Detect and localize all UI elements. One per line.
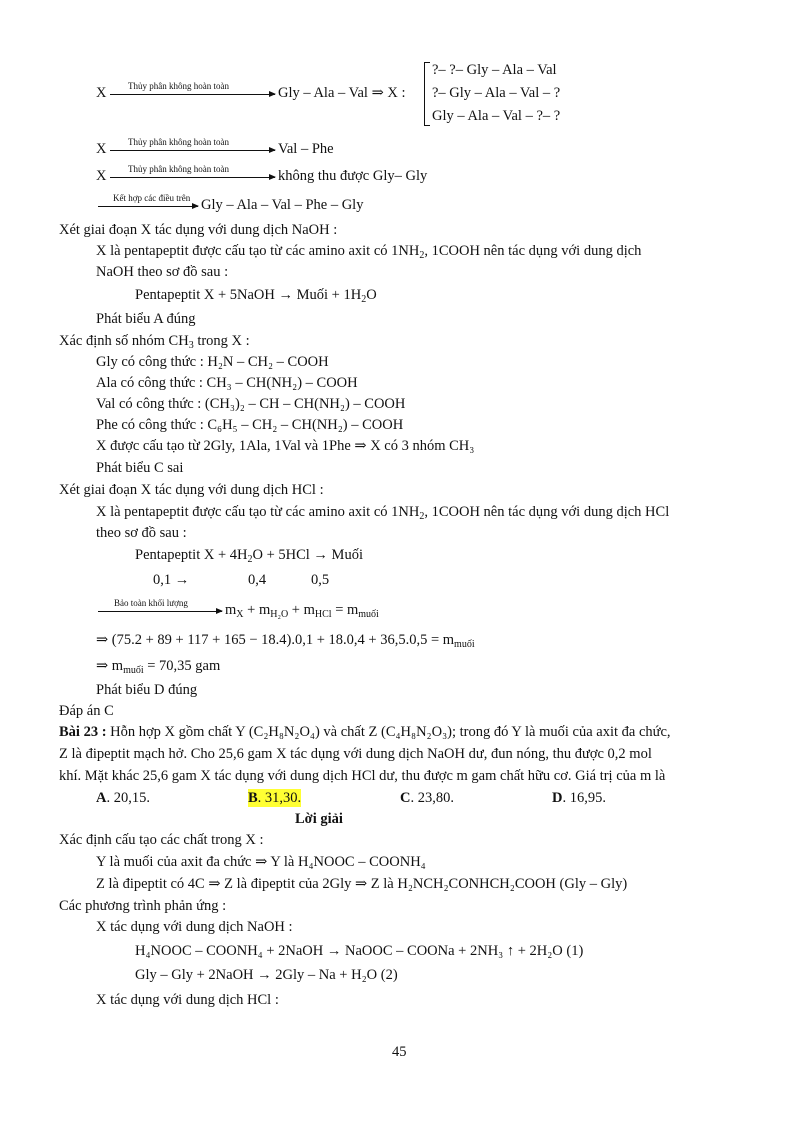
scheme-r1-label: Thủy phân không hoàn toàn (128, 81, 229, 91)
scheme-r3-product: không thu được Gly– Gly (278, 168, 428, 184)
mass-final (96, 657, 220, 675)
naoh-line-1a: X là pentapeptit được cấu tạo từ các amino axit có 1NH (96, 243, 420, 259)
solution-line-1: Xác định cấu tạo các chất trong X : (59, 832, 264, 848)
option-a-letter: A (96, 790, 107, 806)
equation-2: Gly – Gly + 2NaOH → 2Gly – Na + H₂O (2) (135, 967, 398, 983)
mass-final-a: ⇒ m (96, 658, 124, 674)
mass-calculation (96, 631, 475, 649)
solution-line-5: X tác dụng với dung dịch NaOH : (96, 919, 293, 935)
bai23-title: Bài 23 : (59, 724, 107, 740)
bai23-text-1: Hỗn hợp X gồm chất Y (C₂H₈N₂O₄) và chất Z (C₄H₈N₂O₃); trong đó Y là muối của axit đa chức, (106, 724, 671, 740)
hcl-line-1a: X là pentapeptit được cấu tạo từ các amino axit có 1NH (96, 504, 420, 520)
hcl-heading: Xét giai đoạn X tác dụng với dung dịch HCl : (59, 482, 324, 498)
hcl-eq-b: O + 5HCl → Muối (252, 547, 363, 563)
option-c-text: . 23,80. (410, 790, 454, 806)
mass-final-sub: muối (123, 665, 144, 676)
bai23-line-1 (59, 723, 671, 741)
mass-plus-2: + m (288, 602, 315, 618)
solution-heading-text: Lời giải (295, 811, 343, 827)
solution-line-4: Các phương trình phản ứng : (59, 898, 227, 914)
bai23-line-2: Z là đipeptit mạch hở. Cho 25,6 gam X tác dụng với dung dịch NaOH dư, đun nóng, thu được 0,2 mol (59, 746, 652, 762)
scheme-r2-x: X (96, 141, 107, 157)
scheme-r3-arrow (110, 177, 275, 178)
mass-conservation-label: Bảo toàn khối lượng (114, 598, 188, 608)
mass-plus-1: + m (243, 602, 271, 618)
scheme-r2-arrow (110, 150, 275, 151)
hcl-equation: Pentapeptit $X + 4H_2O + 5HCl$ → Muối (135, 547, 363, 565)
answer: Đáp án C (59, 703, 114, 719)
scheme-r4-label: Kết hợp các điều trên (113, 193, 191, 203)
scheme-r4-product: Gly – Ala – Val – Phe – Gly (201, 197, 364, 213)
ch3-heading: Xác định số nhóm $CH_3$ trong X : (59, 333, 250, 351)
option-c (400, 789, 454, 807)
hcl-mol-3: 0,5 (311, 572, 330, 588)
scheme-r1-bracket (424, 62, 430, 126)
page-number: 45 (392, 1044, 407, 1060)
option-b (248, 789, 301, 807)
scheme-r1-option-3: Gly – Ala – Val – ?– ? (432, 108, 561, 124)
hcl-eq-a: Pentapeptit X + 4H (135, 547, 248, 563)
ch3-summary: X được cấu tạo từ 2Gly, 1Ala, 1Val và 1Phe ⇒ X có 3 nhóm CH₃ (96, 438, 475, 454)
naoh-line-1b: , 1COOH nên tác dụng với dung dịch (424, 243, 642, 259)
scheme-r1-arrow (110, 94, 275, 95)
naoh-result: Phát biểu A đúng (96, 311, 196, 327)
hcl-line-1: X là pentapeptit được cấu tạo từ các amino axit có $1NH_2$, 1COOH nên tác dụng với dung dịch HCl (96, 504, 670, 522)
scheme-r1-option-1: ?– ?– Gly – Ala – Val (432, 62, 557, 78)
scheme-r2-product: Val – Phe (278, 141, 334, 157)
naoh-eq-b: O (366, 287, 377, 303)
option-a (96, 789, 150, 807)
scheme-r1-product: Gly – Ala – Val ⇒ X : (278, 85, 406, 101)
mass-eq-m: m (225, 602, 237, 618)
mass-conservation-equation (225, 601, 379, 619)
naoh-eq-a: Pentapeptit X + 5NaOH → Muối + 1H (135, 287, 362, 303)
ch3-ala: Ala có công thức : CH₃ – CH(NH₂) – COOH (96, 375, 358, 391)
naoh-heading: Xét giai đoạn X tác dụng với dung dịch NaOH : (59, 222, 338, 238)
mass-calc-text: ⇒ (75.2 + 89 + 117 + 165 − 18.4).0,1 + 18.0,4 + 36,5.0,5 = m (96, 632, 455, 648)
naoh-equation: Pentapeptit X + 5NaOH → Muối + $1H_2O$ (135, 287, 377, 305)
scheme-r2-label: Thủy phân không hoàn toàn (128, 137, 229, 147)
scheme-r1-x: X (96, 85, 107, 101)
scheme-r3-x: X (96, 168, 107, 184)
scheme-r4-arrow (98, 206, 198, 207)
mass-conservation-arrow (98, 611, 222, 612)
ch3-phe: Phe có công thức : C₆H₅ – CH₂ – CH(NH₂) – COOH (96, 417, 404, 433)
ch3-val: Val có công thức : (CH₃)₂ – CH – CH(NH₂) – COOH (96, 396, 406, 412)
mass-sub-muoi: muối (358, 609, 379, 620)
mass-sub-hcl: HCl (314, 609, 332, 620)
ch3-heading-b: trong X : (193, 333, 250, 349)
option-d (552, 789, 606, 807)
bai23-line-3: khí. Mặt khác 25,6 gam X tác dụng với dung dịch HCl dư, thu được m gam chất hữu cơ. Giá trị của m là (59, 768, 666, 784)
ch3-heading-a: Xác định số nhóm CH (59, 333, 189, 349)
scheme-r1-option-2: ?– Gly – Ala – Val – ? (432, 85, 561, 101)
mass-final-b: = 70,35 gam (143, 658, 221, 674)
hcl-line-2: theo sơ đồ sau : (96, 525, 187, 541)
equation-1: H₄NOOC – COONH₄ + 2NaOH → NaOOC – COONa + 2NH₃ ↑ + 2H₂O (1) (135, 943, 584, 959)
option-b-text: . 31,30. (257, 790, 302, 806)
ch3-gly: Gly có công thức : H₂N – CH₂ – COOH (96, 354, 329, 370)
solution-line-2: Y là muối của axit đa chức ⇒ Y là H₄NOOC – COONH₄ (96, 854, 426, 870)
hcl-mol-2: 0,4 (248, 572, 267, 588)
ch3-result: Phát biểu C sai (96, 460, 184, 476)
naoh-line-2: NaOH theo sơ đồ sau : (96, 264, 229, 280)
mass-sub-x: X (236, 609, 244, 620)
scheme-r3-label: Thủy phân không hoàn toàn (128, 164, 229, 174)
hcl-line-1b: , 1COOH nên tác dụng với dung dịch HCl (424, 504, 670, 520)
solution-heading (295, 810, 343, 828)
hcl-result: Phát biểu D đúng (96, 682, 198, 698)
naoh-line-1: X là pentapeptit được cấu tạo từ các amino axit có $1NH_2$, 1COOH nên tác dụng với dung dịch (96, 243, 642, 261)
mass-sub-h2o: H₂O (270, 609, 289, 620)
option-d-letter: D (552, 790, 563, 806)
option-c-letter: C (400, 790, 411, 806)
solution-line-3: Z là đipeptit có 4C ⇒ Z là đipeptit của 2Gly ⇒ Z là H₂NCH₂CONHCH₂COOH (Gly – Gly) (96, 876, 628, 892)
option-b-letter: B (248, 790, 258, 806)
option-a-text: . 20,15. (106, 790, 150, 806)
mass-eq-2: = m (331, 602, 359, 618)
mass-calc-sub: muối (454, 639, 475, 650)
option-d-text: . 16,95. (562, 790, 606, 806)
hcl-mol-1: 0,1 → (153, 572, 190, 588)
solution-line-6: X tác dụng với dung dịch HCl : (96, 992, 279, 1008)
